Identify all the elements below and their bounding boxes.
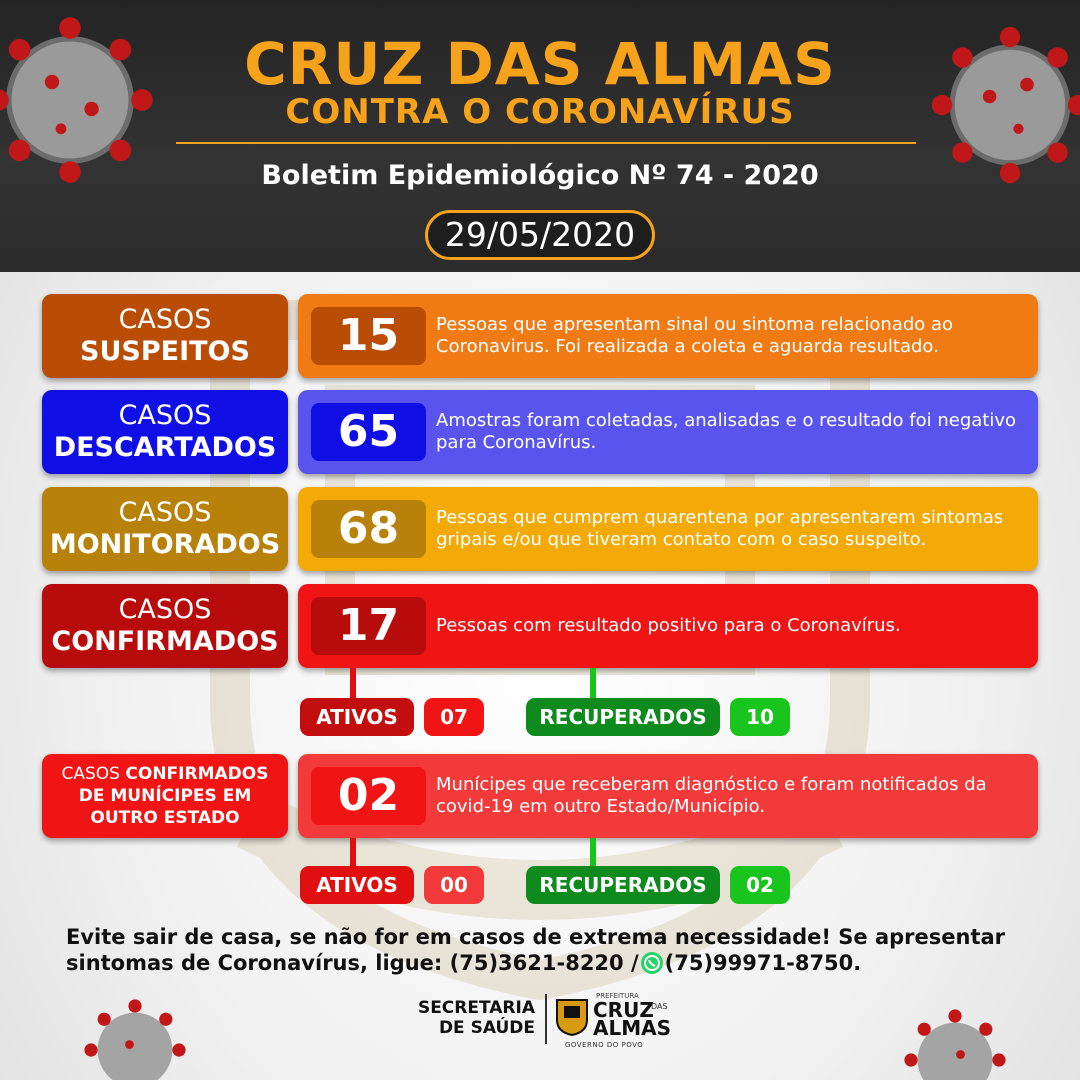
outro-estado-recuperados-value: 02 [730,866,790,904]
monitorados-info [298,487,1038,571]
virus-icon [80,995,190,1080]
footer-message [66,924,1026,976]
whatsapp-icon [641,952,663,974]
footer-logos [395,990,685,1050]
confirmados-description: Pessoas com resultado positivo para o Coronavírus. [436,615,901,636]
suspeitos-label-line2: SUSPEITOS [80,336,250,367]
outro-estado-count: 02 [311,767,426,825]
confirmados-label-line2: CONFIRMADOS [51,626,279,657]
outro-estado-recuperados-label: RECUPERADOS [526,866,720,904]
monitorados-description: Pessoas que cumprem quarentena por apresentarem sintomas gripais e/ou que tiveram contato com o caso suspeito. [436,507,1004,550]
outro-estado-ativos-value: 00 [424,866,484,904]
outro-estado-label-prefix: CASOS [61,764,126,784]
recuperados-connector [590,668,596,700]
secretaria-logo-line2: DE SAÚDE [438,1018,535,1038]
footer-phone-whatsapp: (75)99971-8750. [664,951,862,975]
city-crest-icon [555,996,589,1036]
descartados-label-line2: DESCARTADOS [53,432,277,463]
header-divider [176,142,916,144]
suspeitos-description: Pessoas que apresentam sinal ou sintoma relacionado ao Coronavirus. Foi realizada a coleta e aguarda resultado. [436,314,954,357]
confirmados-count: 17 [311,597,426,655]
descartados-label [42,390,288,474]
logo-divider [545,994,547,1044]
confirmados-recuperados-value: 10 [730,698,790,736]
page-subtitle: CONTRA O CORONAVÍRUS [285,92,795,132]
monitorados-label [42,487,288,571]
cruz-logo-text: CRUZ [593,998,654,1022]
confirmados-label-line1: CASOS [118,594,212,625]
virus-icon [925,20,1080,190]
ativos-connector [350,668,356,700]
outro-estado-ativos-label: ATIVOS [300,866,414,904]
outro-estado-label-line3: OUTRO ESTADO [90,808,240,828]
suspeitos-label-line1: CASOS [118,304,212,335]
outro-estado-label-highlight: CONFIRMADOS [125,764,269,784]
footer-phone-landline: sintomas de Coronavírus, ligue: (75)3621-8220 / [66,951,639,975]
footer-line2 [66,950,1026,976]
confirmados-info [298,584,1038,668]
governo-do-povo-text: GOVERNO DO POVO [565,1041,644,1049]
confirmados-ativos-label: ATIVOS [300,698,414,736]
recuperados-connector [590,838,596,868]
bulletin-date: 29/05/2020 [425,210,655,260]
monitorados-label-line1: CASOS [118,497,212,528]
outro-estado-description: Munícipes que receberam diagnóstico e foram notificados da covid-19 em outro Estado/Município. [436,774,987,817]
confirmados-label [42,584,288,668]
descartados-label-line1: CASOS [118,400,212,431]
virus-icon [0,10,160,190]
suspeitos-label [42,294,288,378]
ativos-connector [350,838,356,868]
suspeitos-count: 15 [311,307,426,365]
bulletin-number: Boletim Epidemiológico Nº 74 - 2020 [261,160,819,191]
outro-estado-label [42,754,288,838]
das-logo-text: DAS [651,1002,668,1011]
descartados-description: Amostras foram coletadas, analisadas e o resultado foi negativo para Coronavírus. [436,410,1017,453]
virus-icon [900,1005,1010,1080]
outro-estado-label-line1 [42,763,288,785]
suspeitos-info [298,294,1038,378]
header-band [0,0,1080,272]
prefeitura-text: PREFEITURA [596,992,639,1000]
confirmados-recuperados-label: RECUPERADOS [526,698,720,736]
descartados-count: 65 [311,403,426,461]
outro-estado-info [298,754,1038,838]
almas-logo-text: ALMAS [593,1016,672,1040]
page-title: CRUZ DAS ALMAS [244,30,836,98]
outro-estado-label-line2: DE MUNÍCIPES EM [78,786,252,806]
secretaria-logo-line1: SECRETARIA [417,998,535,1018]
footer-line1: Evite sair de casa, se não for em casos de extrema necessidade! Se apresentar [66,925,1006,949]
confirmados-ativos-value: 07 [424,698,484,736]
monitorados-count: 68 [311,500,426,558]
monitorados-label-line2: MONITORADOS [49,529,281,560]
descartados-info [298,390,1038,474]
